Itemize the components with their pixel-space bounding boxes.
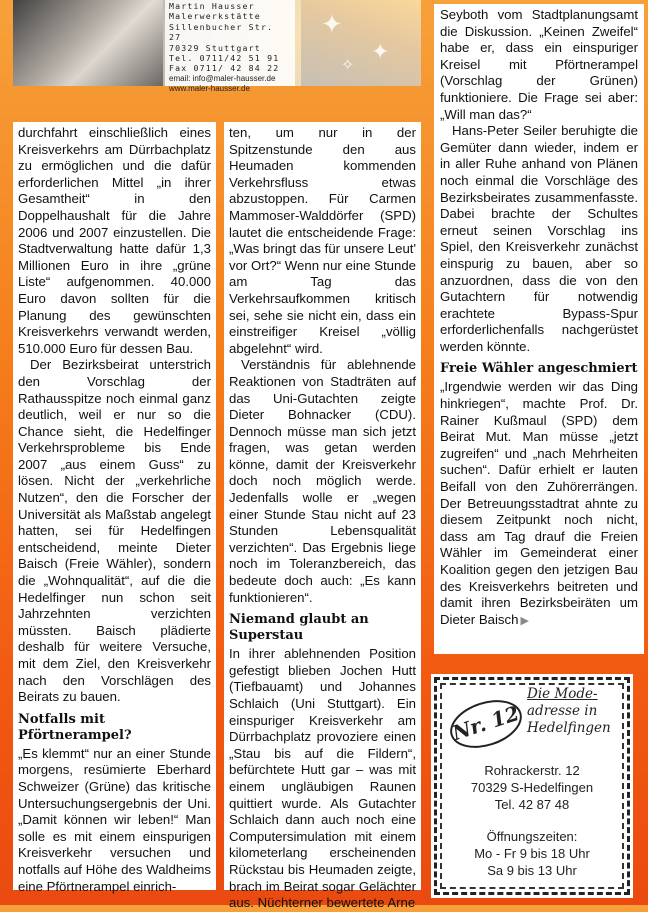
- ad-city: 70329 S-Hedelfingen: [470, 780, 594, 795]
- banner-ad: [13, 0, 421, 94]
- star-icon: ✦: [321, 10, 343, 40]
- paragraph: In ihrer ablehnenden Position gefestigt blieben Jochen Hutt (Tiefbauamt) und Johannes Schlaich (Uni Stuttgart). Ein einspuriger Kreisverkehr am Dürrbachplatz provoziere einen „Stau bis auf die Fildern“, befürchtete Hutt gar – was mit einem ungläubigen Raunen quittiert wurde. Als Gutachter Schlaich dann auch noch eine Computersimulation mit einem kilometerlang erscheinenden Rückstau bis Heumaden zeigte, brach im Beirat sogar Gelächter aus. Nüchterner bewertete Arne: [229, 646, 416, 911]
- subheading: Freie Wähler angeschmiert: [440, 361, 638, 377]
- paragraph: durchfahrt einschließlich eines Kreisverkehrs am Dürrbachplatz zu ermöglichen und die dafür erforderlichen Mittel „in ihrer Gesamtheit“ in den Doppelhaushalt für die Jahre 2006 und 2007 einzustellen. Die Stadtverwaltung hatte dafür 1,3 Millionen Euro in ihre „grüne Liste“ aufgenommen. 40.000 Euro davon sollten für die Planung des gewünschten Kreisverkehrs verwandt werden, 510.000 Euro für dessen Bau.: [18, 125, 211, 356]
- paragraph: Der Bezirksbeirat unterstrich den Vorschlag der Rathausspitze noch einmal ganz deutlich, weil er nur so die Chance sieht, die Hedelfinger Verkehrsprobleme bis Ende 2007 „aus einem Guss“ zu lösen. Nicht der „verkehrliche Nutzen“, den die Forscher der Universität als Maßstab angelegt hatten, sei für Hedelfingen entscheidend, meinte Dieter Baisch (Freie Wähler), sondern die „Wohnqualität“, auf die die Hedelfinger nun schon seit Jahrzehnten verzichten müssten. Baisch plädierte deshalb für weitere Versuche, mit dem Ziel, den Kreisverkehr nach den Vorschlägen des Beirats zu bauen.: [18, 357, 211, 705]
- paragraph-text: „Irgendwie werden wir das Ding hinkriegen“, machte Prof. Dr. Rainer Kußmaul (SPD) dem Beirat Mut. Man müsse „jetzt zugreifen“ und „nach Mehrheiten suchen“. Dafür erhielt er lauten Beifall von den Zuhörerrängen. Der Betreuungsstadtrat ahnte zu diesem Zeitpunkt noch nicht, dass am Tag drauf die Freien Wähler im Gemeinderat einer Koalition gegen den jetzigen Bau des Kreisverkehrs beitreten und damit ihren Bezirksbeiräten um Dieter Baisch: [440, 379, 638, 627]
- article-column-2: [224, 122, 421, 911]
- banner-line: Fax 0711/ 42 84 22: [169, 63, 280, 74]
- banner-line: 70329 Stuttgart: [169, 42, 261, 53]
- ad-hours-title: Öffnungszeiten:: [486, 829, 578, 844]
- ad-opening-hours: [437, 828, 627, 879]
- paragraph: ten, um nur in der Spitzenstunde den aus Heumaden kommenden Verkehrsfluss etwas abzustoppen. Für Carmen Mammoser-Walddörfer (SPD) lautet die entscheidende Frage: „Was bringt das für unsere Leut' vor Ort?“ Wenn nur eine Stunde am Tag das Verkehrsaufkommen kritisch sei, sehe sie nicht ein, dass ein einstreifiger Kreisel „völlig abgelehnt“ wird.: [229, 125, 416, 356]
- ad-hours-weekdays: Mo - Fr 9 bis 18 Uhr: [474, 846, 590, 861]
- paragraph: Hans-Peter Seiler beruhigte die Gemüter dann wieder, indem er in aller Ruhe anhand von Plänen noch einmal die Vorschläge des Bezirksbeirates zusammenfasste. Dabei brachte der Schultes erneut seinen Vorschlag ins Spiel, den Kreisverkehr zunächst einspurig zu bauen, aber so anzuordnen, dass die von den Gutachtern für notwendig erachtete Bypass-Spur erforderlichenfalls nachgerüstet werden könnte.: [440, 123, 638, 354]
- ad-badge: Nr. 12: [444, 692, 528, 757]
- banner-line: Tel. 0711/42 51 91: [169, 53, 280, 64]
- ad-street: Rohrackerstr. 12: [484, 763, 580, 778]
- ad-phone: Tel. 42 87 48: [494, 797, 570, 812]
- fashion-store-ad: [434, 677, 630, 895]
- subheading: Notfalls mit Pförtnerampel?: [18, 711, 132, 743]
- ad-hours-saturday: Sa 9 bis 13 Uhr: [487, 863, 577, 878]
- continue-arrow-icon[interactable]: ▶: [520, 614, 529, 627]
- banner-address: [165, 0, 295, 94]
- star-icon: ✧: [341, 55, 355, 74]
- banner-line: Malerwerkstätte: [169, 11, 261, 22]
- banner-line: Sillenbucher Str. 27: [169, 21, 274, 43]
- ad-slogan-line: adresse in: [527, 703, 598, 719]
- star-icon: ✦: [371, 40, 390, 65]
- paragraph: „Es klemmt“ nur an einer Stunde morgens, resümierte Eberhard Schweizer (Grüne) das kritische Untersuchungsergebnis der Uni. „Damit können wir leben!“ Man solle es mit einem einspurigen Kreisverkehr versuchen und notfalls auf Höhe des Waldheims eine Pförtnerampel einrich-: [18, 745, 211, 894]
- paragraph: [440, 379, 638, 629]
- banner-website[interactable]: www.maler-hausser.de: [169, 84, 250, 94]
- paragraph: Verständnis für ablehnende Reaktionen von Stadträten auf das Uni-Gutachten zeigte Dieter Bohnacker (CDU). Dennoch müsse man sich jetzt fragen, was getan werden könne, damit der Kreisverkehr doch noch möglich werde. Jedenfalls wolle er „wegen einer Stunde Stau nicht auf 23 Stunden Lebensqualität verzichten“. Das Ergebnis liege noch im Toleranzbereich, das bedeute doch auch: „Es kann funktionieren“.: [229, 357, 416, 605]
- banner-photo-right: [301, 0, 421, 86]
- banner-email[interactable]: email: info@maler-hausser.de: [169, 73, 276, 83]
- ad-slogan-line: Die Mode-: [527, 686, 598, 702]
- ad-slogan-line: Hedelfingen: [527, 720, 611, 736]
- paragraph: Seyboth vom Stadtplanungsamt die Diskussion. „Keinen Zweifel“ habe er, dass ein einspuriger Kreisel mit Pförtnerampel (Vorschlag der Grünen) funktioniere. Die Frage sei aber: „Will man das?“: [440, 7, 638, 122]
- ad-address: [437, 762, 627, 813]
- subheading: Niemand glaubt an Superstau: [229, 612, 369, 644]
- banner-line: Martin Hausser: [169, 1, 255, 11]
- ad-slogan: [527, 686, 627, 737]
- banner-photo-left: [13, 0, 163, 86]
- article-column-1: [13, 122, 216, 894]
- article-column-3: [434, 4, 644, 654]
